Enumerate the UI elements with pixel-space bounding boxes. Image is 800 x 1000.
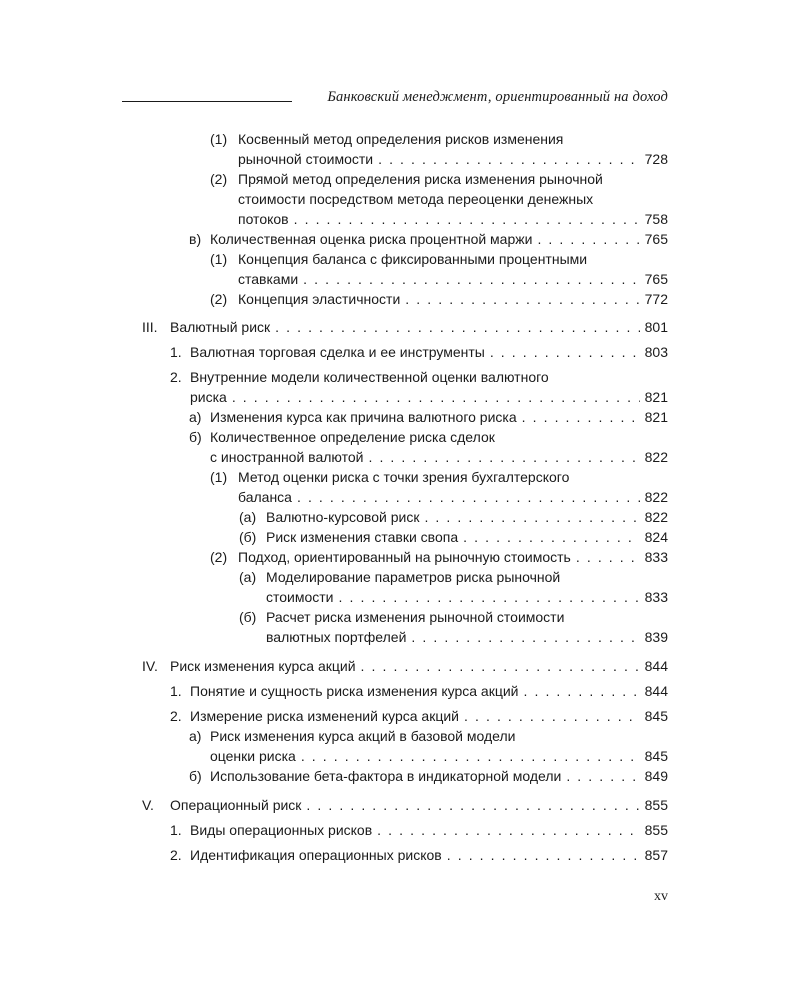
leader-dots [463, 527, 640, 547]
toc-entry-number: IV. [142, 658, 158, 674]
toc-entry-title: Количественная оценка риска процентной маржи [210, 231, 533, 247]
toc-entry-number: (1) [210, 131, 228, 147]
leader-dots [411, 627, 639, 647]
toc-entry-title: Измерение риска изменений курса акций [190, 708, 459, 724]
leader-dots [303, 269, 639, 289]
leader-dots [378, 149, 640, 169]
leader-dots [368, 447, 639, 467]
toc-entry [142, 317, 668, 337]
toc-entry [210, 129, 668, 169]
toc-entry-page: 821 [644, 389, 668, 405]
toc-entry-title: Виды операционных рисков [190, 822, 373, 838]
toc-entry-title: Риск изменения курса акций в базовой модели [210, 728, 516, 744]
page-number: xv [654, 889, 668, 904]
toc-entry-page: 772 [644, 291, 668, 307]
toc-entry-title: Прямой метод определения риска изменения рыночной [238, 171, 603, 187]
leader-dots [232, 387, 640, 407]
toc-entry-title-cont: валютных портфелей [266, 629, 407, 645]
toc-entry-number: III. [142, 319, 158, 335]
toc-entry-title: Риск изменения курса акций [170, 658, 356, 674]
toc-entry-title-cont: риска [190, 389, 227, 405]
toc-entry-number: (б) [239, 529, 257, 545]
leader-dots [424, 507, 639, 527]
toc-entry-number: а) [189, 728, 202, 744]
toc-entry-page: 857 [644, 847, 668, 863]
toc-entry-title-cont: стоимости посредством метода переоценки денежных [238, 191, 594, 207]
toc-entry-title: Метод оценки риска с точки зрения бухгалтерского [238, 469, 570, 485]
toc-entry-page: 833 [644, 589, 668, 605]
toc-entry [189, 229, 668, 249]
toc-entry-number: в) [189, 231, 202, 247]
toc-entry-title: Риск изменения ставки свопа [266, 529, 459, 545]
leader-dots [566, 766, 639, 786]
toc-entry [189, 766, 668, 786]
toc-entry-title: Моделирование параметров риска рыночной [266, 569, 561, 585]
toc-entry-page: 822 [644, 449, 668, 465]
toc-entry-page: 855 [644, 797, 668, 813]
leader-dots [523, 681, 639, 701]
leader-dots [297, 487, 640, 507]
leader-dots [306, 795, 639, 815]
toc-entry [189, 726, 668, 766]
toc-entry-page: 822 [644, 509, 668, 525]
toc-entry-page: 728 [644, 151, 668, 167]
toc-entry [210, 289, 668, 309]
toc-entry [142, 656, 668, 676]
toc-entry-number: б) [189, 429, 202, 445]
toc-entry [210, 467, 668, 507]
leader-dots [576, 547, 640, 567]
toc-entry [170, 820, 668, 840]
toc-entry-title: Операционный риск [170, 797, 302, 813]
toc-entry [210, 547, 668, 567]
toc-entry-page: 803 [644, 344, 668, 360]
toc-entry-number: 2. [170, 708, 182, 724]
leader-dots [361, 656, 640, 676]
toc-entry-number: (а) [239, 569, 257, 585]
toc-entry-title: Использование бета-фактора в индикаторной модели [210, 768, 562, 784]
toc-entry [189, 407, 668, 427]
toc-entry [210, 249, 668, 289]
toc-entry-title: Концепция баланса с фиксированными процентными [238, 251, 588, 267]
toc-entry-number: (1) [210, 251, 228, 267]
toc-entry [170, 845, 668, 865]
toc-entry-page: 845 [644, 748, 668, 764]
toc-entry [170, 367, 668, 407]
running-header: Банковский менеджмент, ориентированный на доход [327, 89, 668, 105]
toc-entry-page: 765 [644, 231, 668, 247]
toc-entry-title: Валютный риск [170, 319, 271, 335]
toc-entry-title-cont: оценки риска [210, 748, 296, 764]
header-rule [122, 101, 292, 102]
toc-entry [239, 507, 668, 527]
toc-entry-number: V. [142, 797, 154, 813]
toc-entry-number: (2) [210, 549, 228, 565]
toc-entry [239, 527, 668, 547]
toc-entry-title-cont: стоимости [266, 589, 334, 605]
toc-entry-title: Внутренние модели количественной оценки валютного [190, 369, 549, 385]
toc-entry-page: 758 [644, 211, 668, 227]
toc-entry-title-cont: ставками [238, 271, 299, 287]
toc-entry-number: 1. [170, 344, 182, 360]
toc-entry-page: 844 [644, 658, 668, 674]
toc-entry [142, 795, 668, 815]
toc-entry-page: 821 [644, 409, 668, 425]
toc-entry-title: Валютная торговая сделка и ее инструменты [190, 344, 485, 360]
toc-entry-number: б) [189, 768, 202, 784]
toc-entry-title: Количественное определение риска сделок [210, 429, 495, 445]
toc-entry-title: Валютно-курсовой риск [266, 509, 420, 525]
toc-entry-page: 844 [644, 683, 668, 699]
toc-entry [170, 342, 668, 362]
leader-dots [537, 229, 639, 249]
leader-dots [447, 845, 640, 865]
toc-entry [210, 169, 668, 229]
leader-dots [294, 209, 640, 229]
toc-entry-number: 1. [170, 683, 182, 699]
leader-dots [405, 289, 639, 309]
toc-entry-page: 824 [644, 529, 668, 545]
toc-entry-number: (1) [210, 469, 228, 485]
toc-entry-title: Расчет риска изменения рыночной стоимости [266, 609, 565, 625]
toc-entry-title: Подход, ориентированный на рыночную стоимость [238, 549, 571, 565]
toc-entry-page: 801 [644, 319, 668, 335]
toc-entry-number: (2) [210, 171, 228, 187]
toc-entry [239, 567, 668, 607]
toc-entry-title-cont: баланса [238, 489, 292, 505]
toc-entry-title-cont: с иностранной валютой [210, 449, 364, 465]
toc-entry-page: 845 [644, 708, 668, 724]
toc-entry-page: 849 [644, 768, 668, 784]
leader-dots [339, 587, 640, 607]
toc-entry-number: 1. [170, 822, 182, 838]
toc-entry-title: Концепция эластичности [238, 291, 401, 307]
leader-dots [275, 317, 640, 337]
toc-entry-number: (б) [239, 609, 257, 625]
toc-entry-page: 855 [644, 822, 668, 838]
toc-entry-page: 833 [644, 549, 668, 565]
toc-entry-page: 822 [644, 489, 668, 505]
toc-entry-title: Понятие и сущность риска изменения курса акций [190, 683, 519, 699]
toc-entry-number: (2) [210, 291, 228, 307]
toc-entry-title: Косвенный метод определения рисков изменения [238, 131, 564, 147]
toc-entry-title-cont: рыночной стоимости [238, 151, 374, 167]
toc-entry-page: 839 [644, 629, 668, 645]
toc-entry-number: (а) [239, 509, 257, 525]
leader-dots [301, 746, 640, 766]
toc-entry [170, 706, 668, 726]
leader-dots [490, 342, 640, 362]
leader-dots [377, 820, 639, 840]
toc-entry-number: 2. [170, 847, 182, 863]
toc-entry [170, 681, 668, 701]
leader-dots [464, 706, 640, 726]
toc-entry-page: 765 [644, 271, 668, 287]
toc-entry-number: 2. [170, 369, 182, 385]
toc-entry-title-cont: потоков [238, 211, 289, 227]
toc-entry [189, 427, 668, 467]
toc-entry [239, 607, 668, 647]
toc-entry-title: Изменения курса как причина валютного риска [210, 409, 517, 425]
leader-dots [522, 407, 640, 427]
toc-entry-title: Идентификация операционных рисков [190, 847, 442, 863]
toc-entry-number: а) [189, 409, 202, 425]
